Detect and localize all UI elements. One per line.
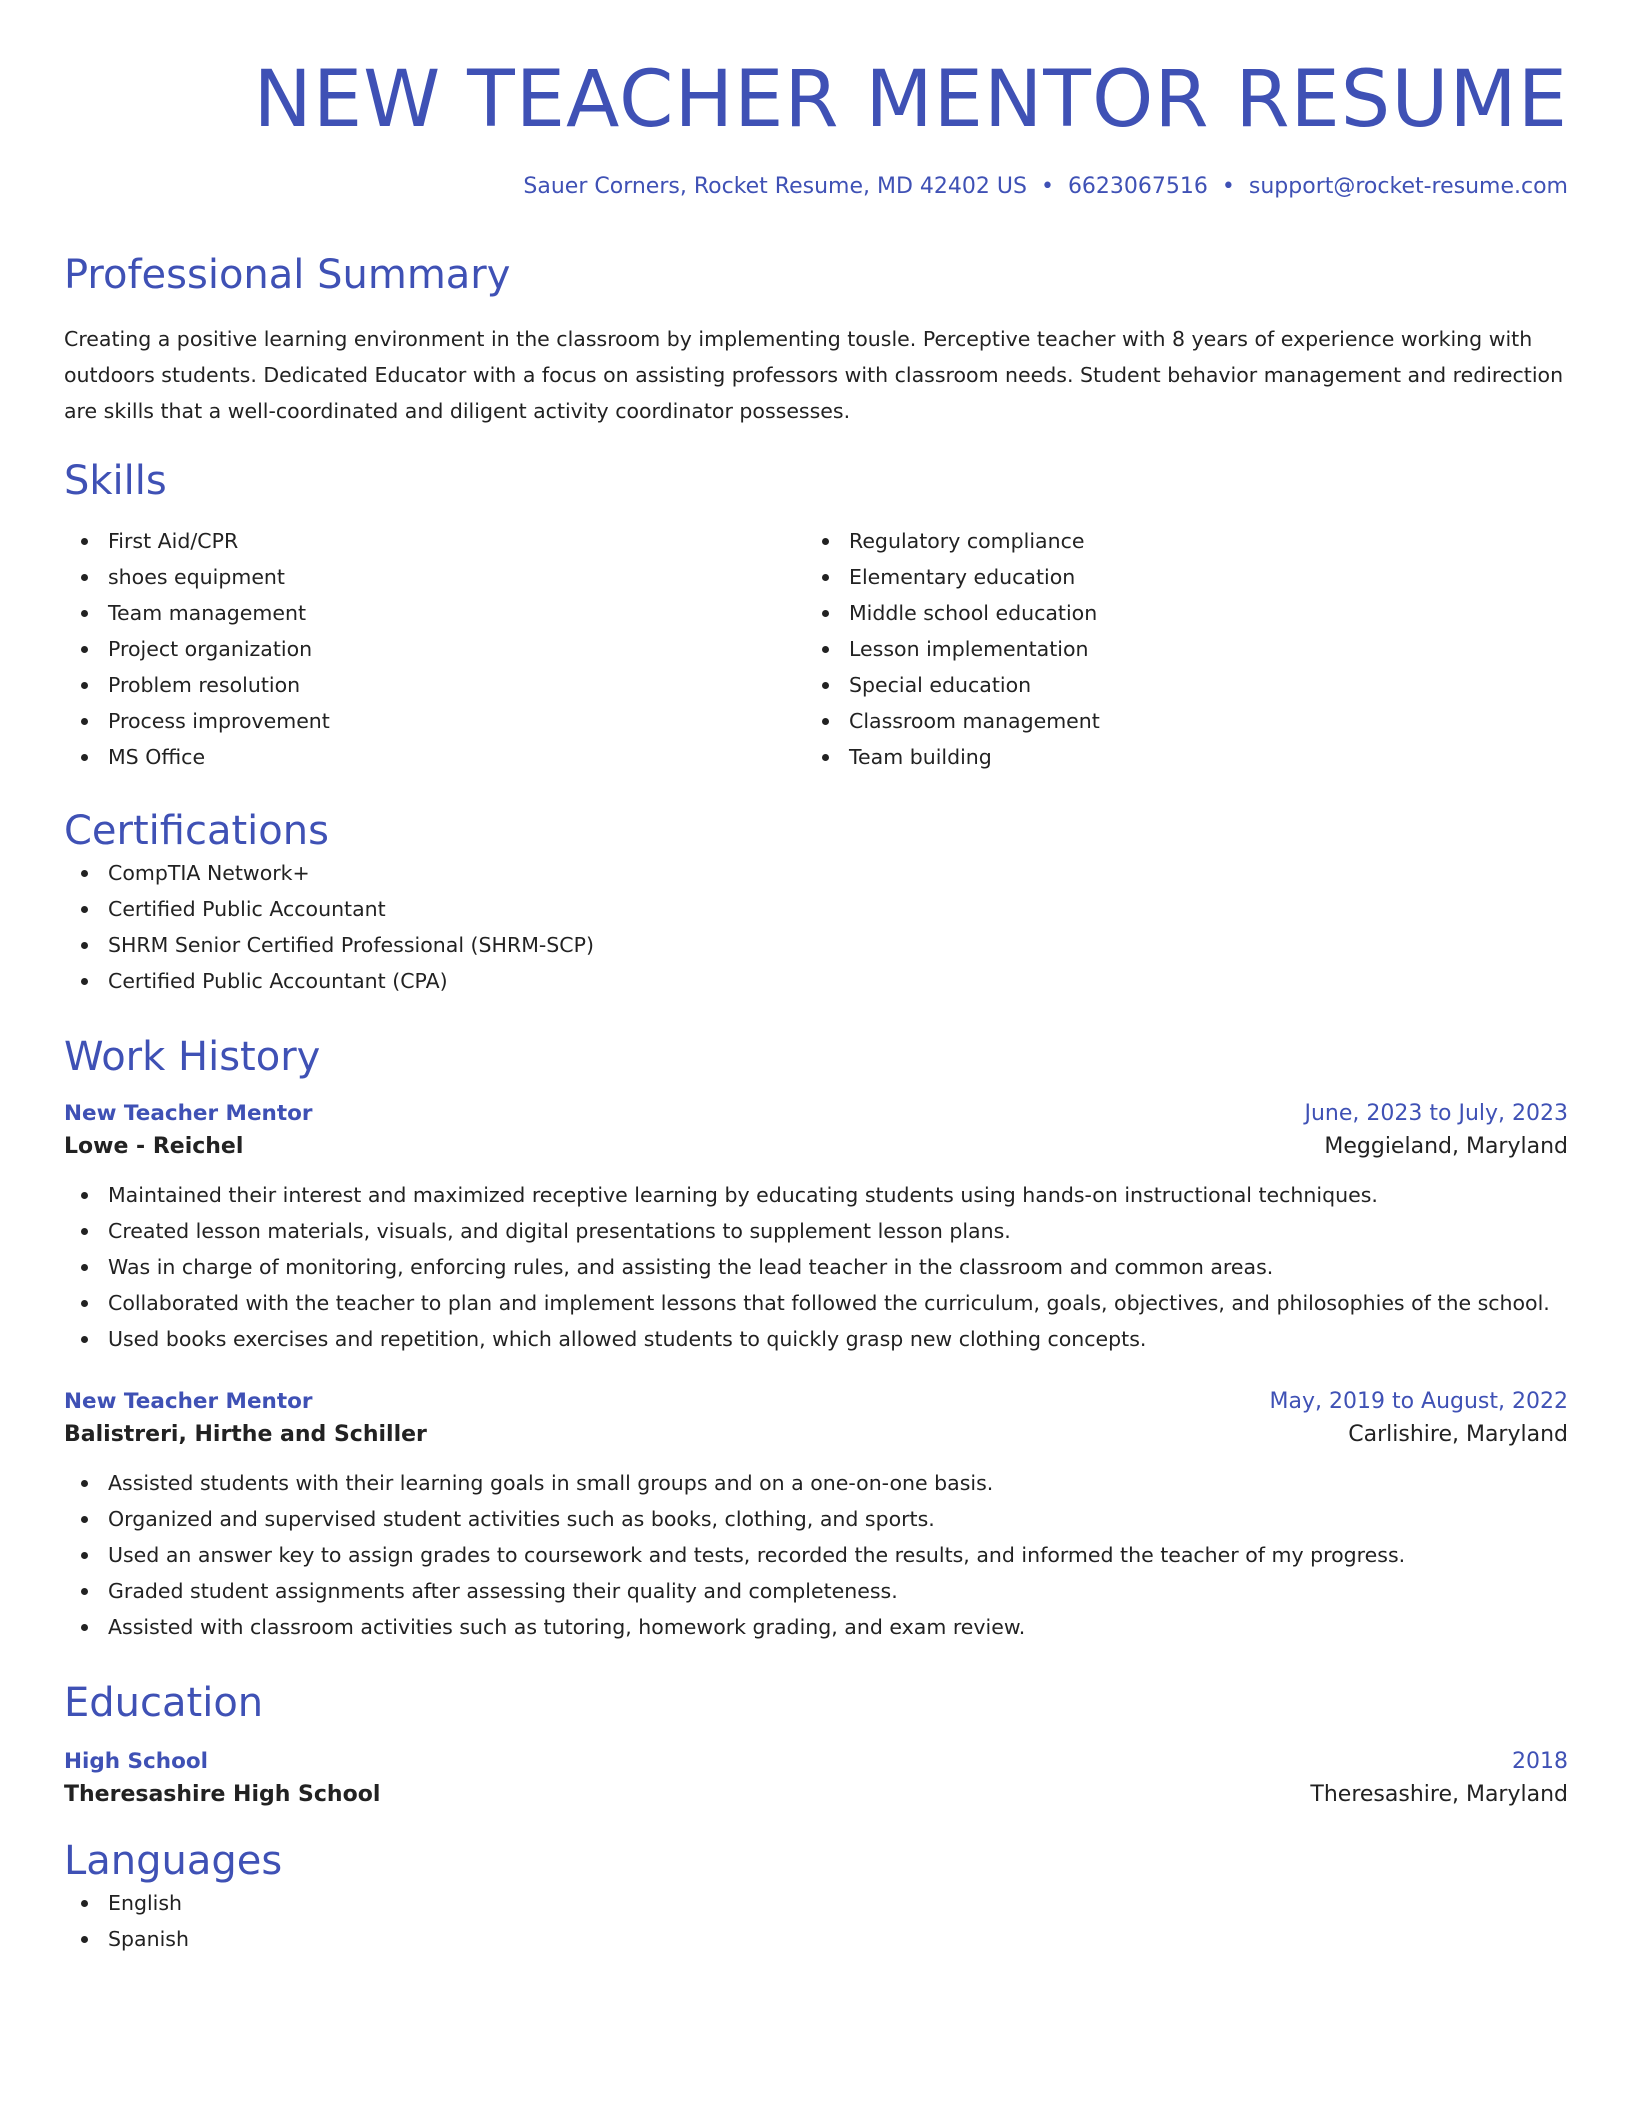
certifications-section xyxy=(64,807,1568,999)
skill-item: Lesson implementation xyxy=(805,631,1546,667)
languages-list xyxy=(64,1885,1568,1957)
certification-item: CompTIA Network+ xyxy=(64,855,1568,891)
resume-title: NEW TEACHER MENTOR RESUME xyxy=(253,55,1568,145)
education-year: 2018 xyxy=(1512,1748,1568,1774)
section-title-skills: Skills xyxy=(64,457,167,504)
skills-grid xyxy=(64,523,1568,775)
skill-item: MS Office xyxy=(64,739,805,775)
section-title-languages: Languages xyxy=(64,1837,283,1884)
section-title-summary: Professional Summary xyxy=(64,251,511,298)
contact-address: Sauer Corners, Rocket Resume, MD 42402 US xyxy=(523,173,1027,199)
skill-item: Process improvement xyxy=(64,703,805,739)
contact-line xyxy=(64,174,1568,199)
job-duty-item: Was in charge of monitoring, enforcing rules, and assisting the lead teacher in the classroom and common areas. xyxy=(64,1249,1568,1285)
job-duties-list xyxy=(64,1177,1568,1357)
job-company-row xyxy=(64,1134,1568,1159)
contact-email[interactable]: support@rocket-resume.com xyxy=(1248,173,1568,199)
job-title: New Teacher Mentor xyxy=(64,1388,313,1414)
summary-text: Creating a positive learning environment in the classroom by implementing tousle. Perceptive teacher with 8 years of experience working with outdoors students. Dedicated Educator with a focus on assisting professors with classroom needs. Student behavior management and redirection are skills that a well-coordinated and diligent activity coordinator possesses. xyxy=(64,326,1564,423)
job-company: Lowe - Reichel xyxy=(64,1133,244,1159)
work-history-section xyxy=(64,1033,1568,1645)
job-heading-row xyxy=(64,1389,1568,1414)
skills-column-right xyxy=(805,523,1546,775)
job-company: Balistreri, Hirthe and Schiller xyxy=(64,1421,427,1447)
skill-item: Team management xyxy=(64,595,805,631)
job-duty-item: Collaborated with the teacher to plan and implement lessons that followed the curriculum, goals, objectives, and philosophies of the school. xyxy=(64,1285,1568,1321)
skill-item: Problem resolution xyxy=(64,667,805,703)
job-company-row xyxy=(64,1422,1568,1447)
job-dates: May, 2019 to August, 2022 xyxy=(1269,1388,1568,1414)
resume-header xyxy=(64,56,1568,199)
job-location: Meggieland, Maryland xyxy=(1324,1133,1568,1159)
skill-item: Regulatory compliance xyxy=(805,523,1546,559)
skill-item: Project organization xyxy=(64,631,805,667)
summary-section xyxy=(64,251,1568,429)
skill-item: Team building xyxy=(805,739,1546,775)
job-duty-item: Organized and supervised student activities such as books, clothing, and sports. xyxy=(64,1501,1568,1537)
job-entry xyxy=(64,1389,1568,1645)
certifications-list xyxy=(64,855,1568,999)
education-location: Theresashire, Maryland xyxy=(1310,1781,1568,1807)
education-school-row xyxy=(64,1782,1568,1807)
certification-item: Certified Public Accountant xyxy=(64,891,1568,927)
job-duty-item: Used books exercises and repetition, which allowed students to quickly grasp new clothing concepts. xyxy=(64,1321,1568,1357)
languages-section xyxy=(64,1837,1568,1957)
job-title: New Teacher Mentor xyxy=(64,1100,313,1126)
contact-phone: 6623067516 xyxy=(1067,173,1208,199)
job-duty-item: Used an answer key to assign grades to coursework and tests, recorded the results, and informed the teacher of my progress. xyxy=(64,1537,1568,1573)
certification-item: Certified Public Accountant (CPA) xyxy=(64,963,1568,999)
education-school: Theresashire High School xyxy=(64,1781,381,1807)
skills-list-left xyxy=(64,523,805,775)
education-heading-row xyxy=(64,1749,1568,1774)
skill-item: Special education xyxy=(805,667,1546,703)
skill-item: First Aid/CPR xyxy=(64,523,805,559)
job-dates: June, 2023 to July, 2023 xyxy=(1304,1100,1568,1126)
job-duty-item: Graded student assignments after assessing their quality and completeness. xyxy=(64,1573,1568,1609)
skills-list-right xyxy=(805,523,1546,775)
education-degree: High School xyxy=(64,1748,208,1774)
job-duty-item: Maintained their interest and maximized receptive learning by educating students using hands-on instructional techniques. xyxy=(64,1177,1568,1213)
language-item: English xyxy=(64,1885,1568,1921)
skill-item: Middle school education xyxy=(805,595,1546,631)
section-title-education: Education xyxy=(64,1679,264,1726)
skill-item: shoes equipment xyxy=(64,559,805,595)
education-section xyxy=(64,1679,1568,1807)
section-title-work-history: Work History xyxy=(64,1033,321,1080)
job-location: Carlishire, Maryland xyxy=(1348,1421,1568,1447)
contact-separator: • xyxy=(1040,173,1054,199)
job-duties-list xyxy=(64,1465,1568,1645)
job-duty-item: Assisted with classroom activities such as tutoring, homework grading, and exam review. xyxy=(64,1609,1568,1645)
education-entry xyxy=(64,1749,1568,1807)
section-title-certifications: Certifications xyxy=(64,807,329,854)
job-duty-item: Assisted students with their learning goals in small groups and on a one-on-one basis. xyxy=(64,1465,1568,1501)
skills-section xyxy=(64,457,1568,775)
job-entry xyxy=(64,1101,1568,1357)
job-duty-item: Created lesson materials, visuals, and digital presentations to supplement lesson plans. xyxy=(64,1213,1568,1249)
skills-column-left xyxy=(64,523,805,775)
certification-item: SHRM Senior Certified Professional (SHRM-SCP) xyxy=(64,927,1568,963)
skill-item: Elementary education xyxy=(805,559,1546,595)
contact-separator: • xyxy=(1221,173,1235,199)
language-item: Spanish xyxy=(64,1921,1568,1957)
skill-item: Classroom management xyxy=(805,703,1546,739)
job-heading-row xyxy=(64,1101,1568,1126)
